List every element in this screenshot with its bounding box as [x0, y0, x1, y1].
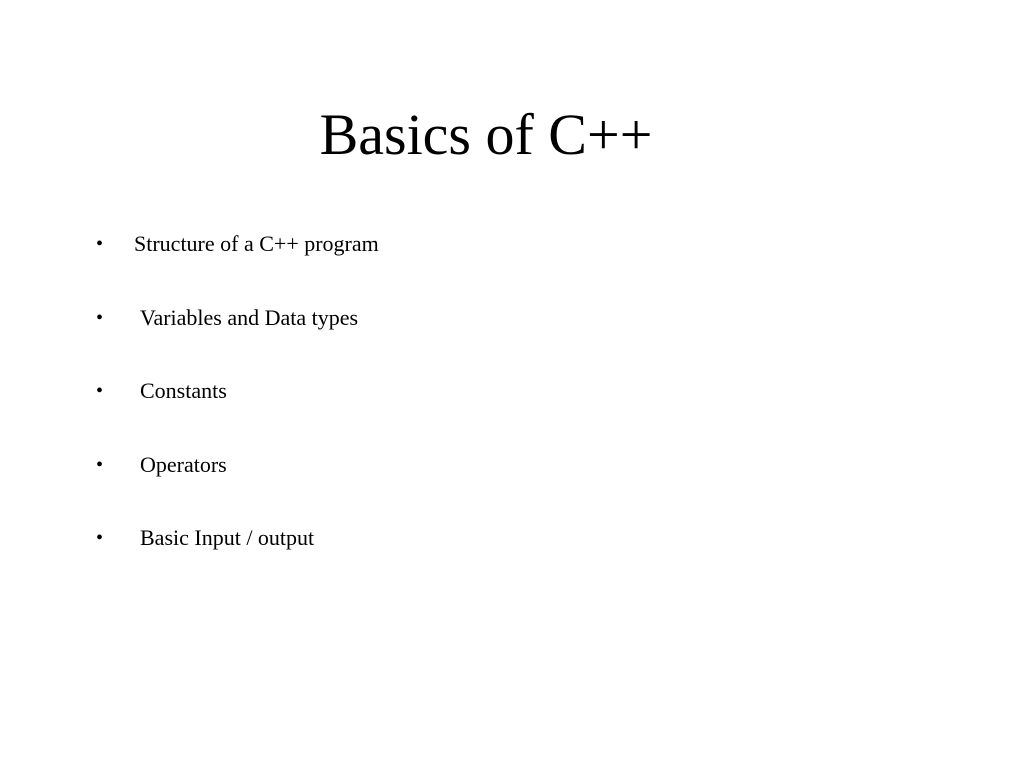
bullet-text: Constants — [140, 378, 227, 403]
bullet-list — [96, 228, 379, 596]
list-item — [96, 375, 227, 407]
slide-title: Basics of C++ — [319, 102, 653, 167]
list-item — [96, 449, 227, 481]
bullet-icon: • — [96, 233, 104, 255]
list-item — [96, 302, 359, 334]
bullet-icon: • — [96, 527, 104, 549]
bullet-icon: • — [96, 380, 104, 402]
bullet-text: Variables and Data types — [140, 304, 359, 330]
bullet-text: Basic Input / output — [140, 525, 315, 550]
bullet-text: Operators — [140, 451, 227, 477]
bullet-icon: • — [96, 453, 104, 476]
bullet-text: Structure of a C++ program — [134, 231, 379, 256]
list-item — [96, 522, 315, 554]
list-item — [96, 228, 379, 260]
bullet-icon: • — [96, 306, 104, 329]
